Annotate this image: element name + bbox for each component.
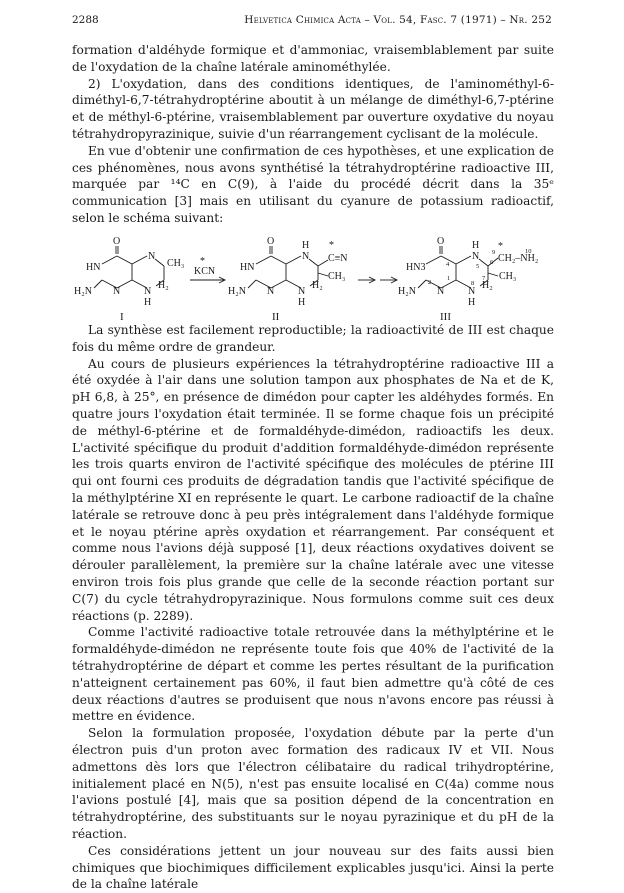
radiolabel-star: * <box>329 240 334 251</box>
running-title: Helvetica Chimica Acta – Vol. 54, Fasc. 7 (1971) – Nr. 252 <box>244 14 552 26</box>
amino-label: H₂N <box>398 286 416 297</box>
nitrile-label: C≡N <box>328 253 348 264</box>
paragraph: Comme l'activité radioactive totale retrouvée dans la méthylptérine et le formaldéhyde-dimédon ne représente toute fois que 40% de l'activité de la tétrahydroptérine de départ et comme les pertes résultant de la purification n'atteignent certainement pas 60%, il faut bien admettre qu'à côté de ces deux réactions d'autres se produisent que nous n'avons encore pas réussi à mettre en évidence. <box>72 625 554 724</box>
methyl-label: CH₃ <box>499 271 517 282</box>
nitrogen-label: N <box>113 286 121 297</box>
hydrogen-label: H <box>298 297 306 308</box>
h2-label: H₂ <box>158 280 169 291</box>
paragraph: La synthèse est facilement reproductible; la radioactivité de III est chaque fois du même ordre de grandeur. <box>72 323 554 354</box>
hydrogen-label: H <box>472 240 480 251</box>
nitrogen-label: N <box>298 286 306 297</box>
amino-label: H₂N <box>228 286 246 297</box>
compound-label-II: II <box>272 311 280 322</box>
aminomethyl-label: CH₂–NH₂ <box>498 253 539 264</box>
oxygen-label: O <box>437 236 445 247</box>
h2-label: H₂ <box>482 280 493 291</box>
nh-label: HN <box>86 262 101 273</box>
paragraph: formation d'aldéhyde formique et d'ammoniac, vraisemblablement par suite de l'oxydation de la chaîne latérale aminométhylée. <box>72 43 554 74</box>
paragraph: Selon la formulation proposée, l'oxydation débute par la perte d'un électron puis d'un proton avec formation des radicaux IV et VII. Nous admettons dès lors que l'électron célibataire du radical trihydroptérine, initialement placé en N(5), n'est pas ensuite localisé en C(4a) comme nous l'avions postulé [4], mais que sa position dépend de la concentration en tétrahydroptérine, des substituants sur le noyau pyrazinique et du pH de la réaction. <box>72 726 554 841</box>
paragraph: En vue d'obtenir une confirmation de ces hypothèses, et une explication de ces phénomènes, nous avons synthétisé la tétrahydroptérine radioactive III, marquée par ¹⁴C en C(9), à l'aide du procédé décrit dans la 35ᵉ communication [3] mais en utilisant du cyanure de potassium radioactif, selon le schéma suivant: <box>72 143 554 225</box>
nitrogen-label: N <box>302 251 310 262</box>
nitrogen-label: N <box>148 251 156 262</box>
reaction-scheme <box>72 228 554 322</box>
atom-number-2: 2 <box>428 279 432 286</box>
page-number: 2288 <box>72 14 99 26</box>
nitrogen-label: N <box>468 286 476 297</box>
compound-label-I: I <box>120 311 124 322</box>
nh-label: HN <box>240 262 255 273</box>
atom-number-4: 4 <box>446 261 450 268</box>
h2-label: H₂ <box>312 280 323 291</box>
running-header <box>72 14 552 26</box>
compound-label-III: III <box>440 311 451 322</box>
hydrogen-label: H <box>144 297 152 308</box>
atom-number-9: 9 <box>492 249 496 256</box>
main-text-block <box>72 322 554 893</box>
atom-number-7: 7 <box>482 275 486 282</box>
nh-label: HN3 <box>406 262 426 273</box>
atom-number-6: 6 <box>490 259 494 266</box>
atom-number-1: 1 <box>447 275 451 282</box>
reaction-scheme-drawing <box>72 228 554 322</box>
methyl-label: CH₃ <box>167 258 185 269</box>
radiolabel-star: * <box>498 241 503 252</box>
hydrogen-label: H <box>468 297 476 308</box>
hydrogen-label: H <box>302 240 310 251</box>
paragraph: Au cours de plusieurs expériences la tétrahydroptérine radioactive III a été oxydée à l'air dans une solution tampon aux phosphates de Na et de K, pH 6,8, à 25°, en présence de dimédon pour capter les aldéhydes formés. En quatre jours l'oxydation était terminée. Il se forme chaque fois un précipité de méthyl-6-ptérine et de formaldéhyde-dimédon, radioactifs les deux. L'activité spécifique du produit d'addition formaldéhyde-dimédon représente les trois quarts environ de l'activité spécifique des molécules de ptérine III qui ont fourni ces produits de dégradation tandis que l'activité spécifique de la méthylptérine XI en représente le quart. Le carbone radioactif de la chaîne latérale se retrouve donc à peu près intégralement dans l'aldéhyde formique et le noyau ptérine après oxydation et réarrangement. Par conséquent et comme nous l'avions déjà supposé [1], deux réactions oxydatives doivent se dérouler parallèlement, la première sur la chaîne latérale avec une vitesse environ trois fois plus grande que celle de la seconde réaction portant sur C(7) du cycle tétrahydropyrazinique. Nous formulons comme suit ces deux réactions (p. 2289). <box>72 356 554 623</box>
nitrogen-label: N <box>144 286 152 297</box>
oxygen-label: O <box>113 236 121 247</box>
atom-number-10: 10 <box>525 248 532 255</box>
radiolabel-star: * <box>200 256 205 267</box>
nitrogen-label: N <box>437 286 445 297</box>
atom-number-5: 5 <box>476 263 480 270</box>
top-text-block <box>72 42 554 227</box>
nitrogen-label: N <box>267 286 275 297</box>
nitrogen-label: N <box>472 251 480 262</box>
paragraph: Ces considérations jettent un jour nouveau sur des faits aussi bien chimiques que biochimiques difficilement explicables jusqu'ici. Ainsi la perte de la chaîne latérale <box>72 843 554 892</box>
atom-number-8: 8 <box>471 280 475 287</box>
oxygen-label: O <box>267 236 275 247</box>
amino-label: H₂N <box>74 286 92 297</box>
methyl-label: CH₃ <box>328 271 346 282</box>
reagent-label: KCN <box>194 266 216 277</box>
paragraph: 2) L'oxydation, dans des conditions identiques, de l'aminométhyl-6-diméthyl-6,7-tétrahydroptérine aboutit à un mélange de diméthyl-6,7-ptérine et de méthyl-6-ptérine, vraisemblablement par ouverture oxydative du noyau tétrahydropyrazinique, suivie d'un réarrangement cyclisant de la molécule. <box>72 76 554 141</box>
